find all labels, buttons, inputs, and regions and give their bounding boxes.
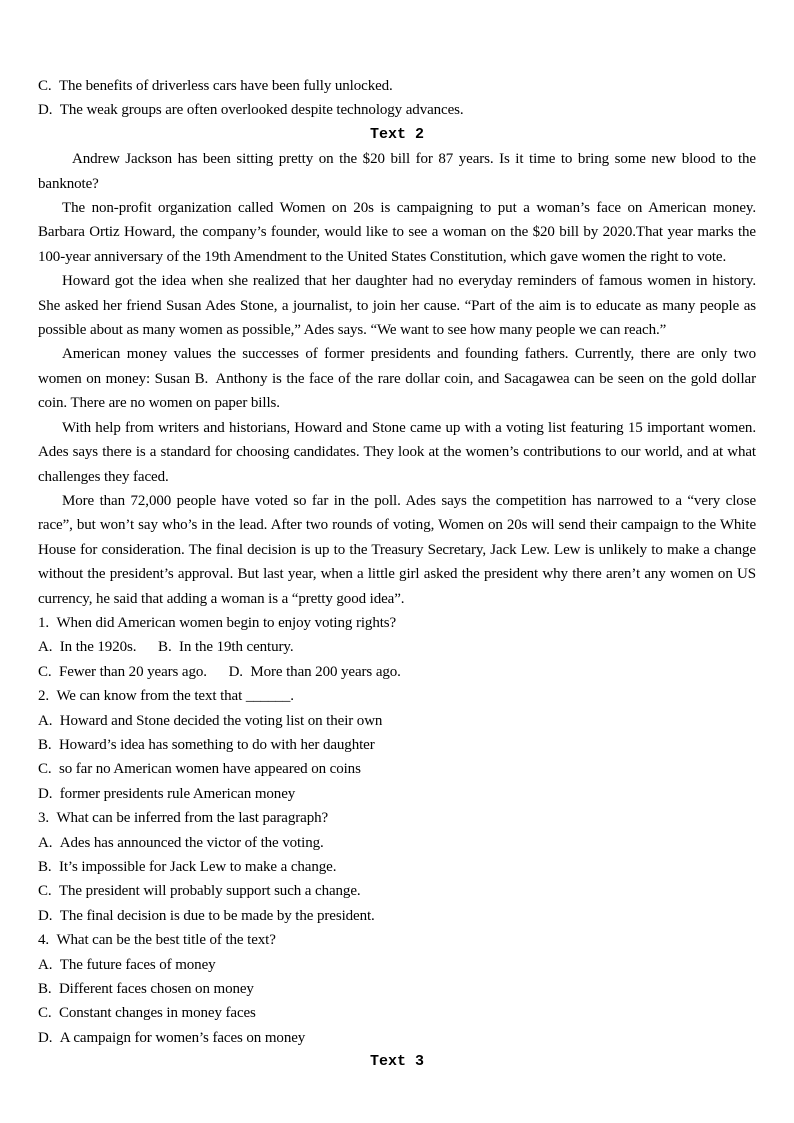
question-option-row	[38, 635, 756, 659]
question-option-row	[38, 660, 756, 684]
answer-option-line: D. The weak groups are often overlooked despite technology advances.	[38, 102, 464, 119]
question-stem: 1. When did American women begin to enjoy voting rights?	[38, 614, 397, 631]
answer-option-line: A. Ades has announced the victor of the voting.	[38, 834, 324, 851]
answer-option-line: D. The final decision is due to be made by the president.	[38, 907, 375, 924]
answer-option-line: C. so far no American women have appeared on coins	[38, 761, 361, 778]
passage-paragraph: With help from writers and historians, Howard and Stone came up with a voting list featuring 15 important women. Ades says there is a standard for choosing candidates. They look at the women’s contributions to our world, and at what challenges they faced.	[38, 419, 756, 485]
answer-option: D. More than 200 years ago.	[228, 663, 401, 680]
passage-paragraph: Howard got the idea when she realized that her daughter had no everyday reminders of famous women in history. She asked her friend Susan Ades Stone, a journalist, to join her cause. “Part of the aim is to educate as many people as possible about as many women as possible,” Ades says. “We want to see how many people we can reach.”	[38, 273, 756, 339]
answer-option: B. In the 19th century.	[158, 639, 294, 656]
passage-paragraph: More than 72,000 people have voted so far in the poll. Ades says the competition has narrowed to a “very close race”, but won’t say who’s in the lead. After two rounds of voting, Women on 20s will send their campaign to the White House for consideration. The final decision is up to the Treasury Secretary, Jack Lew. Lew is unlikely to make a change without the president’s approval. But last year, when a little girl asked the president why there aren’t any women on US currency, he said that adding a woman is a “pretty good idea”.	[38, 492, 756, 607]
answer-option-line: A. Howard and Stone decided the voting list on their own	[38, 712, 383, 729]
answer-option-line: C. The president will probably support such a change.	[38, 883, 361, 900]
answer-option-line: D. former presidents rule American money	[38, 785, 296, 802]
answer-option-line: B. It’s impossible for Jack Lew to make a change.	[38, 859, 337, 875]
answer-option-line: B. Different faces chosen on money	[38, 981, 254, 998]
answer-option-line: A. The future faces of money	[38, 956, 216, 973]
answer-option-line: C. Constant changes in money faces	[38, 1005, 256, 1022]
answer-option-line: D. A campaign for women’s faces on money	[38, 1029, 306, 1046]
section-title-text3: Text 3	[369, 1053, 424, 1071]
answer-option-line: C. The benefits of driverless cars have been fully unlocked.	[38, 78, 393, 94]
passage-paragraph: Andrew Jackson has been sitting pretty on the $20 bill for 87 years. Is it time to bring some new blood to the banknote?	[38, 151, 756, 192]
passage-paragraph: The non-profit organization called Women on 20s is campaigning to put a woman’s face on American money. Barbara Ortiz Howard, the company’s founder, would like to see a woman on the $20 bill by 2020.That year marks the 100-year anniversary of the 19th Amendment to the United States Constitution, which gave women the right to vote.	[38, 200, 756, 265]
question-stem: 2. We can know from the text that ______.	[38, 688, 294, 705]
answer-option: C. Fewer than 20 years ago.	[38, 663, 207, 680]
passage-paragraph: American money values the successes of former presidents and founding fathers. Currently, there are only two women on money: Susan B. Anthony is the face of the rare dollar coin, and Sacagawea can be seen on the gold dollar coin. There are no women on paper bills.	[38, 346, 756, 412]
answer-option: A. In the 1920s.	[38, 639, 137, 656]
question-stem: 3. What can be inferred from the last paragraph?	[38, 810, 329, 827]
section-title-text2: Text 2	[369, 125, 424, 143]
question-stem: 4. What can be the best title of the text?	[38, 932, 276, 949]
answer-option-line: B. Howard’s idea has something to do with her daughter	[38, 736, 375, 753]
